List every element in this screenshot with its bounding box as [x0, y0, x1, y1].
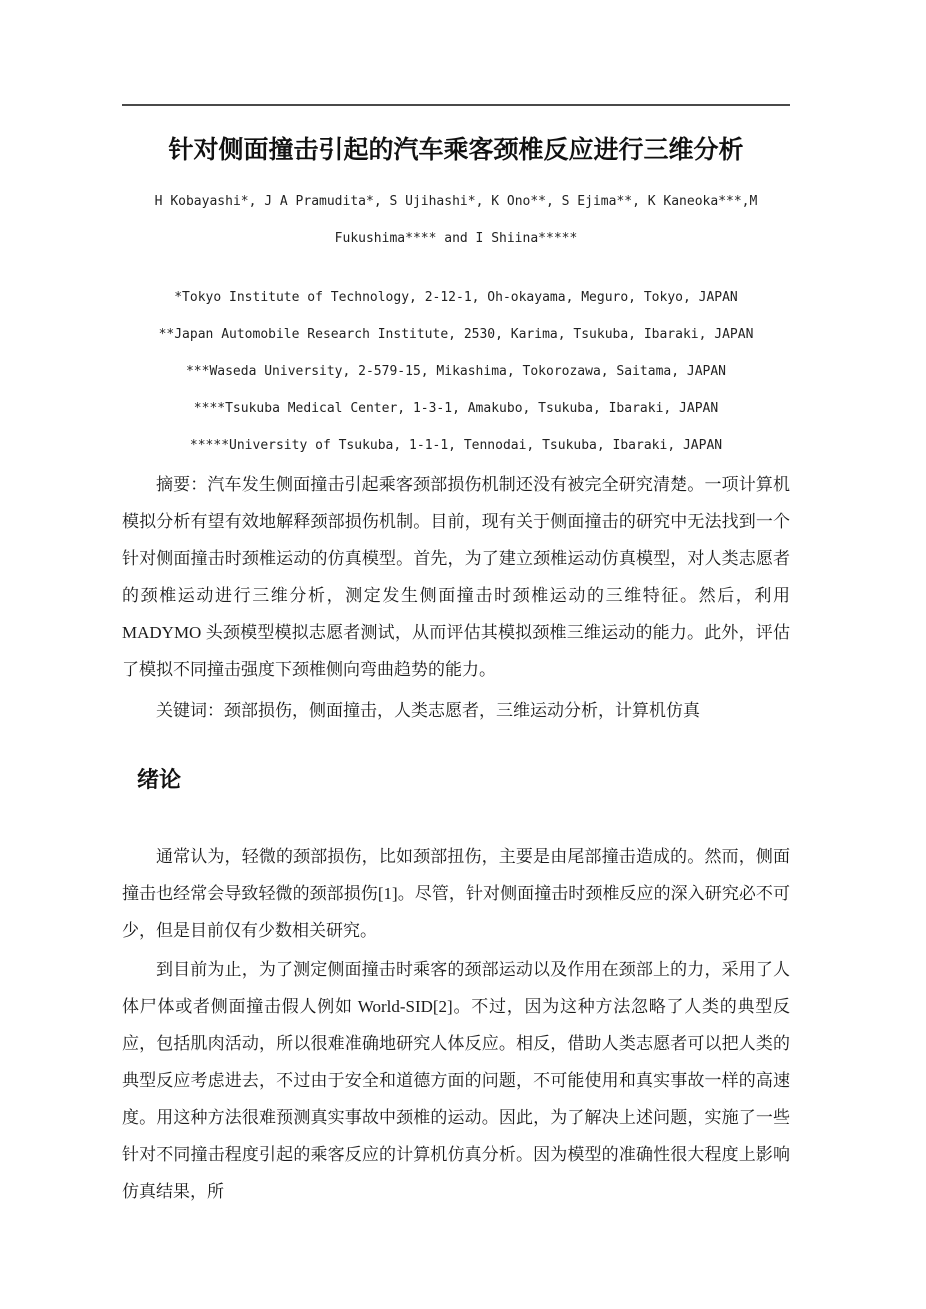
header-rule [122, 104, 790, 106]
body-paragraph-1: 通常认为，轻微的颈部损伤，比如颈部扭伤，主要是由尾部撞击造成的。然而，侧面撞击也经常会导致轻微的颈部损伤[1]。尽管，针对侧面撞击时颈椎反应的深入研究必不可少，但是目前仅有少数相关研究。 [122, 847, 790, 940]
abstract-paragraph: 摘要：汽车发生侧面撞击引起乘客颈部损伤机制还没有被完全研究清楚。一项计算机模拟分析有望有效地解释颈部损伤机制。目前，现有关于侧面撞击的研究中无法找到一个针对侧面撞击时颈椎运动的仿真模型。首先，为了建立颈椎运动仿真模型，对人类志愿者的颈椎运动进行三维分析，测定发生侧面撞击时颈椎运动的三维特征。然后，利用 MADYMO 头颈模型模拟志愿者测试，从而评估其模拟颈椎三维运动的能力。此外，评估了模拟不同撞击强度下颈椎侧向弯曲趋势的能力。 [122, 475, 790, 679]
affiliation-line-3: ***Waseda University, 2-579-15, Mikashima, Tokorozawa, Saitama, JAPAN [185, 364, 727, 379]
affiliation-line-2: **Japan Automobile Research Institute, 2530, Karima, Tsukuba, Ibaraki, JAPAN [158, 327, 754, 342]
affiliation-line-4: ****Tsukuba Medical Center, 1-3-1, Amakubo, Tsukuba, Ibaraki, JAPAN [193, 401, 719, 416]
authors-line-2: Fukushima**** and I Shiina***** [334, 231, 578, 246]
affiliation-line-1: *Tokyo Institute of Technology, 2-12-1, Oh-okayama, Meguro, Tokyo, JAPAN [174, 290, 738, 305]
body-paragraph-2: 到目前为止，为了测定侧面撞击时乘客的颈部运动以及作用在颈部上的力，采用了人体尸体或者侧面撞击假人例如 World-SID[2]。不过，因为这种方法忽略了人类的典型反应，包括肌肉活动，所以很难准确地研究人体反应。相反，借助人类志愿者可以把人类的典型反应考虑进去，不过由于安全和道德方面的问题，不可能使用和真实事故一样的高速度。用这种方法很难预测真实事故中颈椎的运动。因此，为了解决上述问题，实施了一些针对不同撞击程度引起的乘客反应的计算机仿真分析。因为模型的准确性很大程度上影响仿真结果，所 [122, 960, 790, 1201]
affiliation-line-5: *****University of Tsukuba, 1-1-1, Tennodai, Tsukuba, Ibaraki, JAPAN [189, 438, 723, 453]
page-content [122, 104, 790, 1210]
paper-title: 针对侧面撞击引起的汽车乘客颈椎反应进行三维分析 [168, 136, 744, 164]
affiliations-block [122, 279, 790, 464]
authors-block [122, 183, 790, 257]
authors-line-1: H Kobayashi*, J A Pramudita*, S Ujihashi*, K Ono**, S Ejima**, K Kaneoka***,M [154, 194, 758, 209]
section-heading-introduction: 绪论 [137, 767, 182, 792]
keywords-line: 关键词：颈部损伤，侧面撞击，人类志愿者，三维运动分析，计算机仿真 [156, 701, 700, 720]
